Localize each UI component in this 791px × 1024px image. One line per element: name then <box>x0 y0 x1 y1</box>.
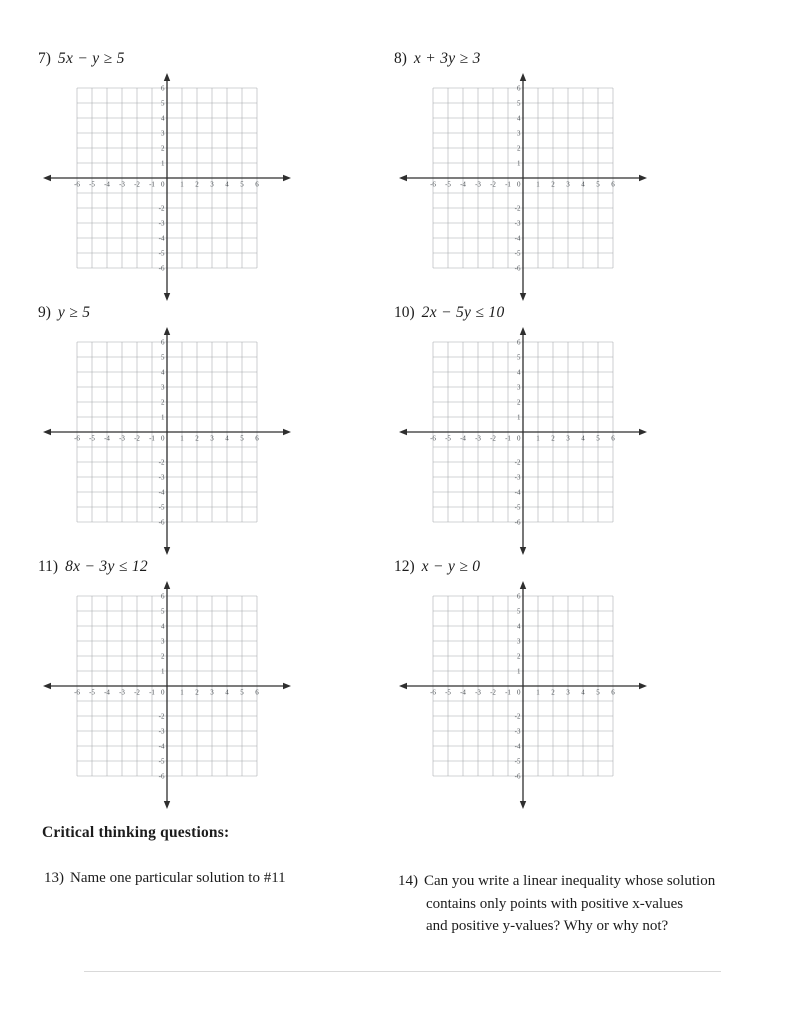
svg-text:3: 3 <box>517 637 521 646</box>
problem-number: 11) <box>38 558 59 575</box>
svg-text:-4: -4 <box>514 234 521 243</box>
question-14-line <box>398 870 758 893</box>
svg-text:-1: -1 <box>149 434 155 443</box>
svg-text:-6: -6 <box>74 180 80 189</box>
svg-text:-1: -1 <box>505 180 511 189</box>
footer-questions <box>42 870 763 938</box>
svg-text:5: 5 <box>161 99 165 108</box>
problem-label <box>392 304 748 323</box>
svg-text:-5: -5 <box>89 180 95 189</box>
problem-8 <box>392 50 748 304</box>
svg-text:6: 6 <box>611 180 615 189</box>
svg-text:-4: -4 <box>158 742 165 751</box>
svg-text:-2: -2 <box>514 458 521 467</box>
svg-text:3: 3 <box>566 180 570 189</box>
svg-text:-3: -3 <box>475 434 481 443</box>
problem-9 <box>36 304 392 558</box>
svg-text:-4: -4 <box>514 742 521 751</box>
svg-text:-3: -3 <box>514 727 521 736</box>
svg-text:-4: -4 <box>104 180 110 189</box>
problem-inequality: 2x − 5y ≤ 10 <box>421 304 505 321</box>
svg-text:-3: -3 <box>475 180 481 189</box>
svg-text:-5: -5 <box>445 180 451 189</box>
svg-text:-2: -2 <box>158 204 165 213</box>
svg-text:0: 0 <box>161 688 165 697</box>
svg-text:4: 4 <box>581 688 585 697</box>
svg-text:1: 1 <box>180 688 184 697</box>
svg-text:1: 1 <box>536 180 540 189</box>
svg-text:4: 4 <box>517 368 521 377</box>
problem-inequality: 8x − 3y ≤ 12 <box>65 558 148 575</box>
svg-text:4: 4 <box>161 622 165 631</box>
svg-text:5: 5 <box>517 99 521 108</box>
question-14-number: 14) <box>398 873 418 889</box>
svg-text:3: 3 <box>517 383 521 392</box>
svg-text:2: 2 <box>517 398 521 407</box>
svg-text:0: 0 <box>517 180 521 189</box>
svg-text:-3: -3 <box>119 688 125 697</box>
svg-text:1: 1 <box>536 434 540 443</box>
svg-text:-4: -4 <box>460 434 466 443</box>
svg-text:-6: -6 <box>430 688 436 697</box>
problem-11 <box>36 558 392 812</box>
scan-artifact-line <box>84 971 721 972</box>
svg-text:-5: -5 <box>514 757 521 766</box>
svg-text:4: 4 <box>581 434 585 443</box>
svg-text:-6: -6 <box>430 180 436 189</box>
svg-text:5: 5 <box>596 688 600 697</box>
svg-text:-4: -4 <box>460 688 466 697</box>
svg-text:4: 4 <box>225 688 229 697</box>
problems-grid <box>36 50 763 812</box>
svg-text:1: 1 <box>180 434 184 443</box>
svg-text:2: 2 <box>551 434 555 443</box>
svg-text:-4: -4 <box>460 180 466 189</box>
svg-text:4: 4 <box>517 114 521 123</box>
coordinate-grid <box>42 327 292 555</box>
svg-text:6: 6 <box>611 688 615 697</box>
svg-text:5: 5 <box>596 434 600 443</box>
svg-text:4: 4 <box>581 180 585 189</box>
svg-text:-4: -4 <box>514 488 521 497</box>
question-13 <box>42 870 398 938</box>
svg-text:-3: -3 <box>119 180 125 189</box>
svg-text:2: 2 <box>195 180 199 189</box>
svg-text:-4: -4 <box>158 234 165 243</box>
svg-text:5: 5 <box>517 607 521 616</box>
svg-text:4: 4 <box>517 622 521 631</box>
svg-text:6: 6 <box>517 592 521 601</box>
svg-text:5: 5 <box>517 353 521 362</box>
svg-text:-2: -2 <box>514 204 521 213</box>
problem-number: 10) <box>394 304 415 321</box>
critical-thinking-section <box>36 824 763 938</box>
svg-text:5: 5 <box>240 688 244 697</box>
svg-text:-2: -2 <box>158 712 165 721</box>
svg-text:5: 5 <box>161 353 165 362</box>
svg-text:-5: -5 <box>89 688 95 697</box>
question-13-text: Name one particular solution to #11 <box>70 870 286 886</box>
svg-text:4: 4 <box>225 434 229 443</box>
svg-text:-2: -2 <box>134 180 140 189</box>
problem-12 <box>392 558 748 812</box>
svg-text:3: 3 <box>210 180 214 189</box>
svg-text:-5: -5 <box>158 503 165 512</box>
svg-text:-2: -2 <box>158 458 165 467</box>
problem-number: 12) <box>394 558 415 575</box>
coordinate-grid <box>398 581 648 809</box>
svg-text:-2: -2 <box>490 688 496 697</box>
svg-text:1: 1 <box>161 159 165 168</box>
critical-thinking-heading: Critical thinking questions: <box>42 824 230 841</box>
svg-text:-3: -3 <box>158 219 165 228</box>
svg-text:-1: -1 <box>149 180 155 189</box>
svg-text:5: 5 <box>240 180 244 189</box>
svg-text:0: 0 <box>517 434 521 443</box>
svg-text:-6: -6 <box>74 688 80 697</box>
svg-text:1: 1 <box>161 413 165 422</box>
svg-text:-4: -4 <box>158 488 165 497</box>
svg-text:-2: -2 <box>490 180 496 189</box>
svg-text:-2: -2 <box>134 688 140 697</box>
svg-text:5: 5 <box>161 607 165 616</box>
svg-text:-6: -6 <box>514 518 521 527</box>
svg-text:2: 2 <box>517 652 521 661</box>
svg-text:-6: -6 <box>74 434 80 443</box>
svg-text:-4: -4 <box>104 688 110 697</box>
svg-text:-5: -5 <box>158 249 165 258</box>
svg-text:-6: -6 <box>158 264 165 273</box>
svg-text:2: 2 <box>195 688 199 697</box>
problem-inequality: x − y ≥ 0 <box>421 558 481 575</box>
svg-text:6: 6 <box>255 180 259 189</box>
problem-inequality: x + 3y ≥ 3 <box>413 50 481 67</box>
coordinate-grid <box>42 73 292 301</box>
svg-text:-6: -6 <box>158 518 165 527</box>
svg-text:3: 3 <box>210 688 214 697</box>
svg-text:-2: -2 <box>134 434 140 443</box>
svg-text:4: 4 <box>161 114 165 123</box>
problem-number: 7) <box>38 50 51 67</box>
problem-7 <box>36 50 392 304</box>
svg-text:6: 6 <box>517 338 521 347</box>
problem-number: 8) <box>394 50 407 67</box>
svg-text:3: 3 <box>566 688 570 697</box>
problem-10 <box>392 304 748 558</box>
svg-text:2: 2 <box>551 688 555 697</box>
svg-text:6: 6 <box>255 434 259 443</box>
svg-text:6: 6 <box>161 592 165 601</box>
svg-text:-3: -3 <box>514 473 521 482</box>
svg-text:2: 2 <box>161 398 165 407</box>
svg-text:1: 1 <box>517 159 521 168</box>
svg-text:-4: -4 <box>104 434 110 443</box>
problem-label <box>392 558 748 577</box>
svg-text:2: 2 <box>161 144 165 153</box>
svg-text:-6: -6 <box>514 772 521 781</box>
coordinate-grid <box>398 73 648 301</box>
svg-text:2: 2 <box>161 652 165 661</box>
svg-text:0: 0 <box>517 688 521 697</box>
svg-text:3: 3 <box>566 434 570 443</box>
problem-number: 9) <box>38 304 51 321</box>
svg-text:6: 6 <box>161 338 165 347</box>
svg-text:2: 2 <box>517 144 521 153</box>
svg-text:-3: -3 <box>158 473 165 482</box>
coordinate-grid <box>398 327 648 555</box>
svg-text:-1: -1 <box>505 688 511 697</box>
svg-text:-5: -5 <box>514 503 521 512</box>
question-14-line: contains only points with positive x-values <box>426 895 684 912</box>
svg-text:6: 6 <box>255 688 259 697</box>
svg-text:-3: -3 <box>514 219 521 228</box>
coordinate-grid <box>42 581 292 809</box>
problem-inequality: 5x − y ≥ 5 <box>57 50 125 67</box>
svg-text:-1: -1 <box>505 434 511 443</box>
svg-text:6: 6 <box>517 84 521 93</box>
question-14-line: and positive y-values? Why or why not? <box>426 918 669 934</box>
svg-text:0: 0 <box>161 180 165 189</box>
svg-text:-3: -3 <box>158 727 165 736</box>
svg-text:5: 5 <box>596 180 600 189</box>
question-14-text: Can you write a linear inequality whose solution <box>424 873 716 889</box>
svg-text:-5: -5 <box>445 434 451 443</box>
svg-text:-1: -1 <box>149 688 155 697</box>
svg-text:3: 3 <box>517 129 521 138</box>
svg-text:1: 1 <box>536 688 540 697</box>
svg-text:1: 1 <box>161 667 165 676</box>
svg-text:6: 6 <box>611 434 615 443</box>
svg-text:3: 3 <box>161 129 165 138</box>
svg-text:-2: -2 <box>514 712 521 721</box>
svg-text:-6: -6 <box>514 264 521 273</box>
svg-text:3: 3 <box>210 434 214 443</box>
svg-text:4: 4 <box>225 180 229 189</box>
svg-text:-5: -5 <box>158 757 165 766</box>
svg-text:-5: -5 <box>445 688 451 697</box>
problem-label <box>392 50 748 69</box>
svg-text:-6: -6 <box>158 772 165 781</box>
svg-text:-5: -5 <box>89 434 95 443</box>
svg-text:3: 3 <box>161 637 165 646</box>
svg-text:0: 0 <box>161 434 165 443</box>
problem-label <box>36 50 392 69</box>
svg-text:3: 3 <box>161 383 165 392</box>
svg-text:-3: -3 <box>119 434 125 443</box>
svg-text:1: 1 <box>517 413 521 422</box>
svg-text:1: 1 <box>180 180 184 189</box>
question-13-number: 13) <box>44 870 64 886</box>
svg-text:-5: -5 <box>514 249 521 258</box>
problem-label <box>36 558 392 577</box>
svg-text:6: 6 <box>161 84 165 93</box>
svg-text:2: 2 <box>551 180 555 189</box>
svg-text:-6: -6 <box>430 434 436 443</box>
svg-text:5: 5 <box>240 434 244 443</box>
problem-label <box>36 304 392 323</box>
svg-text:1: 1 <box>517 667 521 676</box>
svg-text:4: 4 <box>161 368 165 377</box>
svg-text:2: 2 <box>195 434 199 443</box>
svg-text:-3: -3 <box>475 688 481 697</box>
question-14 <box>398 870 758 938</box>
problem-inequality: y ≥ 5 <box>57 304 91 321</box>
svg-text:-2: -2 <box>490 434 496 443</box>
